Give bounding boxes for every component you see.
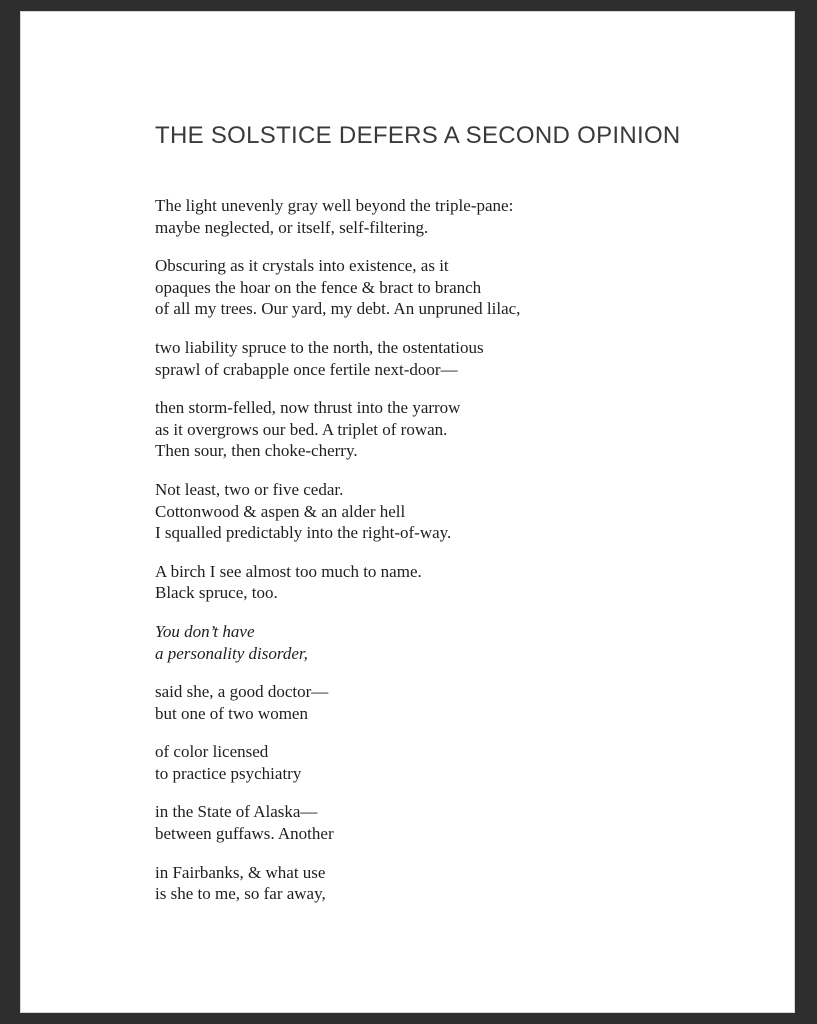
stanza: You don’t have a personality disorder,	[155, 621, 308, 663]
stanza: in Fairbanks, & what use is she to me, so far away,	[155, 862, 326, 904]
poem-title: THE SOLSTICE DEFERS A SECOND OPINION	[155, 122, 681, 149]
stanza: Not least, two or five cedar. Cottonwood & aspen & an alder hell I squalled predictably into the right-of-way.	[155, 479, 452, 543]
stanza: Obscuring as it crystals into existence, as it opaques the hoar on the fence & bract to branch of all my trees. Our yard, my debt. An unpruned lilac,	[155, 256, 521, 319]
document-page	[21, 12, 794, 1012]
stanza: then storm-felled, now thrust into the yarrow as it overgrows our bed. A triplet of rowan. Then sour, then choke-cherry.	[155, 398, 461, 461]
stanza: of color licensed to practice psychiatry	[155, 742, 302, 783]
poem	[155, 195, 734, 905]
stanza: said she, a good doctor— but one of two women	[155, 682, 329, 723]
stanza: in the State of Alaska— between guffaws. Another	[155, 802, 334, 844]
stanza: A birch I see almost too much to name. Black spruce, too.	[155, 561, 422, 603]
stanza: The light unevenly gray well beyond the triple-pane: maybe neglected, or itself, self-filtering.	[155, 196, 514, 237]
stanza: two liability spruce to the north, the ostentatious sprawl of crabapple once fertile next-door—	[155, 337, 484, 379]
